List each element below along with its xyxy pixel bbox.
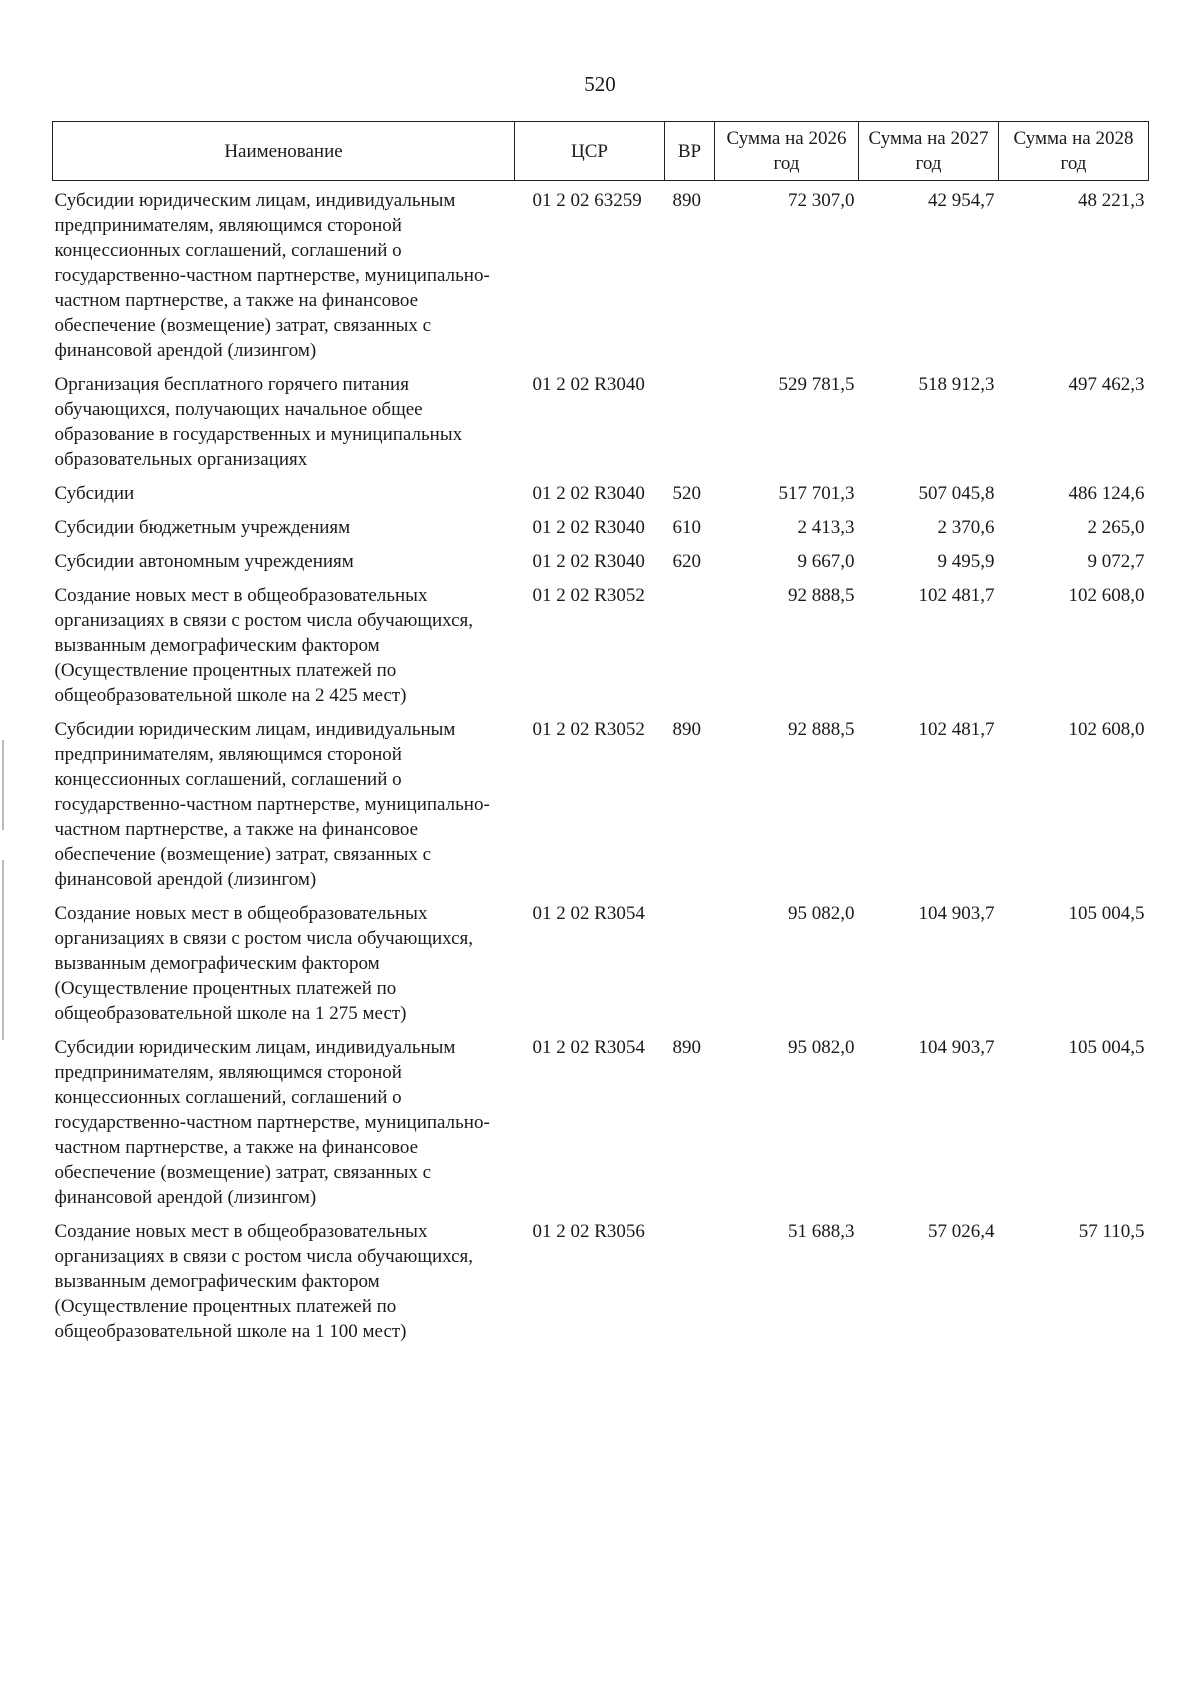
cell-sum-2027: 507 045,8 bbox=[918, 483, 995, 504]
cell-name: Субсидии бюджетным учреждениям bbox=[54, 517, 351, 538]
cell-vr: 610 bbox=[672, 517, 701, 538]
cell-sum-2027: 518 912,3 bbox=[918, 374, 995, 395]
cell-sum-2028: 486 124,6 bbox=[1068, 483, 1145, 504]
cell-vr: 890 bbox=[672, 190, 701, 211]
cell-sum-2026: 51 688,3 bbox=[788, 1221, 855, 1242]
cell-sum-2027: 104 903,7 bbox=[918, 903, 995, 924]
cell-name: Создание новых мест в общеобразовательных организациях в связи с ростом числа обучающихся, вызванным демографическим фактором (Осуществление процентных платежей по общеобразовательной школе на 1 100 мест) bbox=[54, 1221, 474, 1342]
cell-sum-2026: 95 082,0 bbox=[788, 903, 855, 924]
page-number: 520 bbox=[584, 72, 616, 96]
header-sum-2026: Сумма на 2026 год bbox=[715, 122, 859, 181]
cell-csr: 01 2 02 R3040 bbox=[532, 551, 645, 572]
cell-csr: 01 2 02 R3040 bbox=[532, 374, 645, 395]
header-sum-2027: Сумма на 2027 год bbox=[859, 122, 999, 181]
cell-vr bbox=[665, 365, 715, 474]
cell-sum-2027: 9 495,9 bbox=[937, 551, 995, 572]
header-vr: ВР bbox=[665, 122, 715, 181]
cell-sum-2026: 9 667,0 bbox=[797, 551, 855, 572]
budget-table bbox=[52, 121, 1149, 1346]
cell-vr: 620 bbox=[672, 551, 701, 572]
table-row bbox=[53, 542, 1149, 576]
cell-sum-2028: 497 462,3 bbox=[1068, 374, 1145, 395]
cell-sum-2028: 102 608,0 bbox=[1068, 719, 1145, 740]
table-row bbox=[53, 710, 1149, 894]
table-row bbox=[53, 894, 1149, 1028]
cell-sum-2028: 9 072,7 bbox=[1087, 551, 1145, 572]
table-row bbox=[53, 576, 1149, 710]
cell-name: Организация бесплатного горячего питания обучающихся, получающих начальное общее образование в государственных и муниципальных образовательных организациях bbox=[54, 374, 463, 470]
table-row bbox=[53, 508, 1149, 542]
cell-sum-2026: 95 082,0 bbox=[788, 1037, 855, 1058]
cell-sum-2027: 102 481,7 bbox=[918, 719, 995, 740]
cell-sum-2027: 2 370,6 bbox=[937, 517, 995, 538]
cell-vr bbox=[665, 1212, 715, 1346]
table-row bbox=[53, 474, 1149, 508]
table-row bbox=[53, 365, 1149, 474]
cell-sum-2026: 517 701,3 bbox=[778, 483, 855, 504]
cell-vr: 520 bbox=[672, 483, 701, 504]
cell-csr: 01 2 02 R3054 bbox=[532, 1037, 645, 1058]
cell-sum-2028: 102 608,0 bbox=[1068, 585, 1145, 606]
cell-vr bbox=[665, 576, 715, 710]
cell-csr: 01 2 02 R3052 bbox=[532, 719, 645, 740]
table-row bbox=[53, 1028, 1149, 1212]
cell-vr: 890 bbox=[672, 719, 701, 740]
cell-vr: 890 bbox=[672, 1037, 701, 1058]
cell-sum-2026: 529 781,5 bbox=[778, 374, 855, 395]
cell-sum-2027: 57 026,4 bbox=[928, 1221, 995, 1242]
cell-sum-2026: 2 413,3 bbox=[797, 517, 855, 538]
header-row bbox=[53, 122, 1149, 181]
cell-sum-2027: 104 903,7 bbox=[918, 1037, 995, 1058]
table-row bbox=[53, 181, 1149, 366]
cell-csr: 01 2 02 R3056 bbox=[532, 1221, 645, 1242]
cell-sum-2026: 92 888,5 bbox=[788, 719, 855, 740]
cell-name: Создание новых мест в общеобразовательных организациях в связи с ростом числа обучающихся, вызванным демографическим фактором (Осуществление процентных платежей по общеобразовательной школе на 2 425 мест) bbox=[54, 585, 474, 706]
cell-name: Субсидии автономным учреждениям bbox=[54, 551, 354, 572]
header-name: Наименование bbox=[53, 122, 515, 181]
cell-name: Создание новых мест в общеобразовательных организациях в связи с ростом числа обучающихся, вызванным демографическим фактором (Осуществление процентных платежей по общеобразовательной школе на 1 275 мест) bbox=[54, 903, 474, 1024]
table-header bbox=[53, 122, 1149, 181]
cell-sum-2026: 92 888,5 bbox=[788, 585, 855, 606]
cell-sum-2028: 2 265,0 bbox=[1087, 517, 1145, 538]
cell-csr: 01 2 02 R3052 bbox=[532, 585, 645, 606]
cell-csr: 01 2 02 63259 bbox=[532, 190, 642, 211]
cell-sum-2028: 105 004,5 bbox=[1068, 1037, 1145, 1058]
cell-name: Субсидии юридическим лицам, индивидуальным предпринимателям, являющимся стороной концессионных соглашений, соглашений о государственно-частном партнерстве, муниципально-частном партнерстве, а также на финансовое обеспечение (возмещение) затрат, связанных с финансовой арендой (лизингом) bbox=[54, 190, 490, 361]
cell-csr: 01 2 02 R3054 bbox=[532, 903, 645, 924]
cell-name: Субсидии юридическим лицам, индивидуальным предпринимателям, являющимся стороной концессионных соглашений, соглашений о государственно-частном партнерстве, муниципально-частном партнерстве, а также на финансовое обеспечение (возмещение) затрат, связанных с финансовой арендой (лизингом) bbox=[54, 719, 490, 890]
cell-csr: 01 2 02 R3040 bbox=[532, 517, 645, 538]
cell-sum-2028: 48 221,3 bbox=[1078, 190, 1145, 211]
header-sum-2028: Сумма на 2028 год bbox=[999, 122, 1149, 181]
cell-name: Субсидии юридическим лицам, индивидуальным предпринимателям, являющимся стороной концессионных соглашений, соглашений о государственно-частном партнерстве, муниципально-частном партнерстве, а также на финансовое обеспечение (возмещение) затрат, связанных с финансовой арендой (лизингом) bbox=[54, 1037, 490, 1208]
header-csr: ЦСР bbox=[515, 122, 665, 181]
scan-edge-mark bbox=[2, 860, 4, 1040]
cell-sum-2027: 102 481,7 bbox=[918, 585, 995, 606]
table-body bbox=[53, 181, 1149, 1347]
cell-csr: 01 2 02 R3040 bbox=[532, 483, 645, 504]
cell-sum-2028: 57 110,5 bbox=[1078, 1221, 1145, 1242]
cell-vr bbox=[665, 894, 715, 1028]
table-row bbox=[53, 1212, 1149, 1346]
cell-sum-2028: 105 004,5 bbox=[1068, 903, 1145, 924]
scan-edge-mark bbox=[2, 740, 4, 830]
cell-name: Субсидии bbox=[54, 483, 135, 504]
cell-sum-2027: 42 954,7 bbox=[928, 190, 995, 211]
cell-sum-2026: 72 307,0 bbox=[788, 190, 855, 211]
